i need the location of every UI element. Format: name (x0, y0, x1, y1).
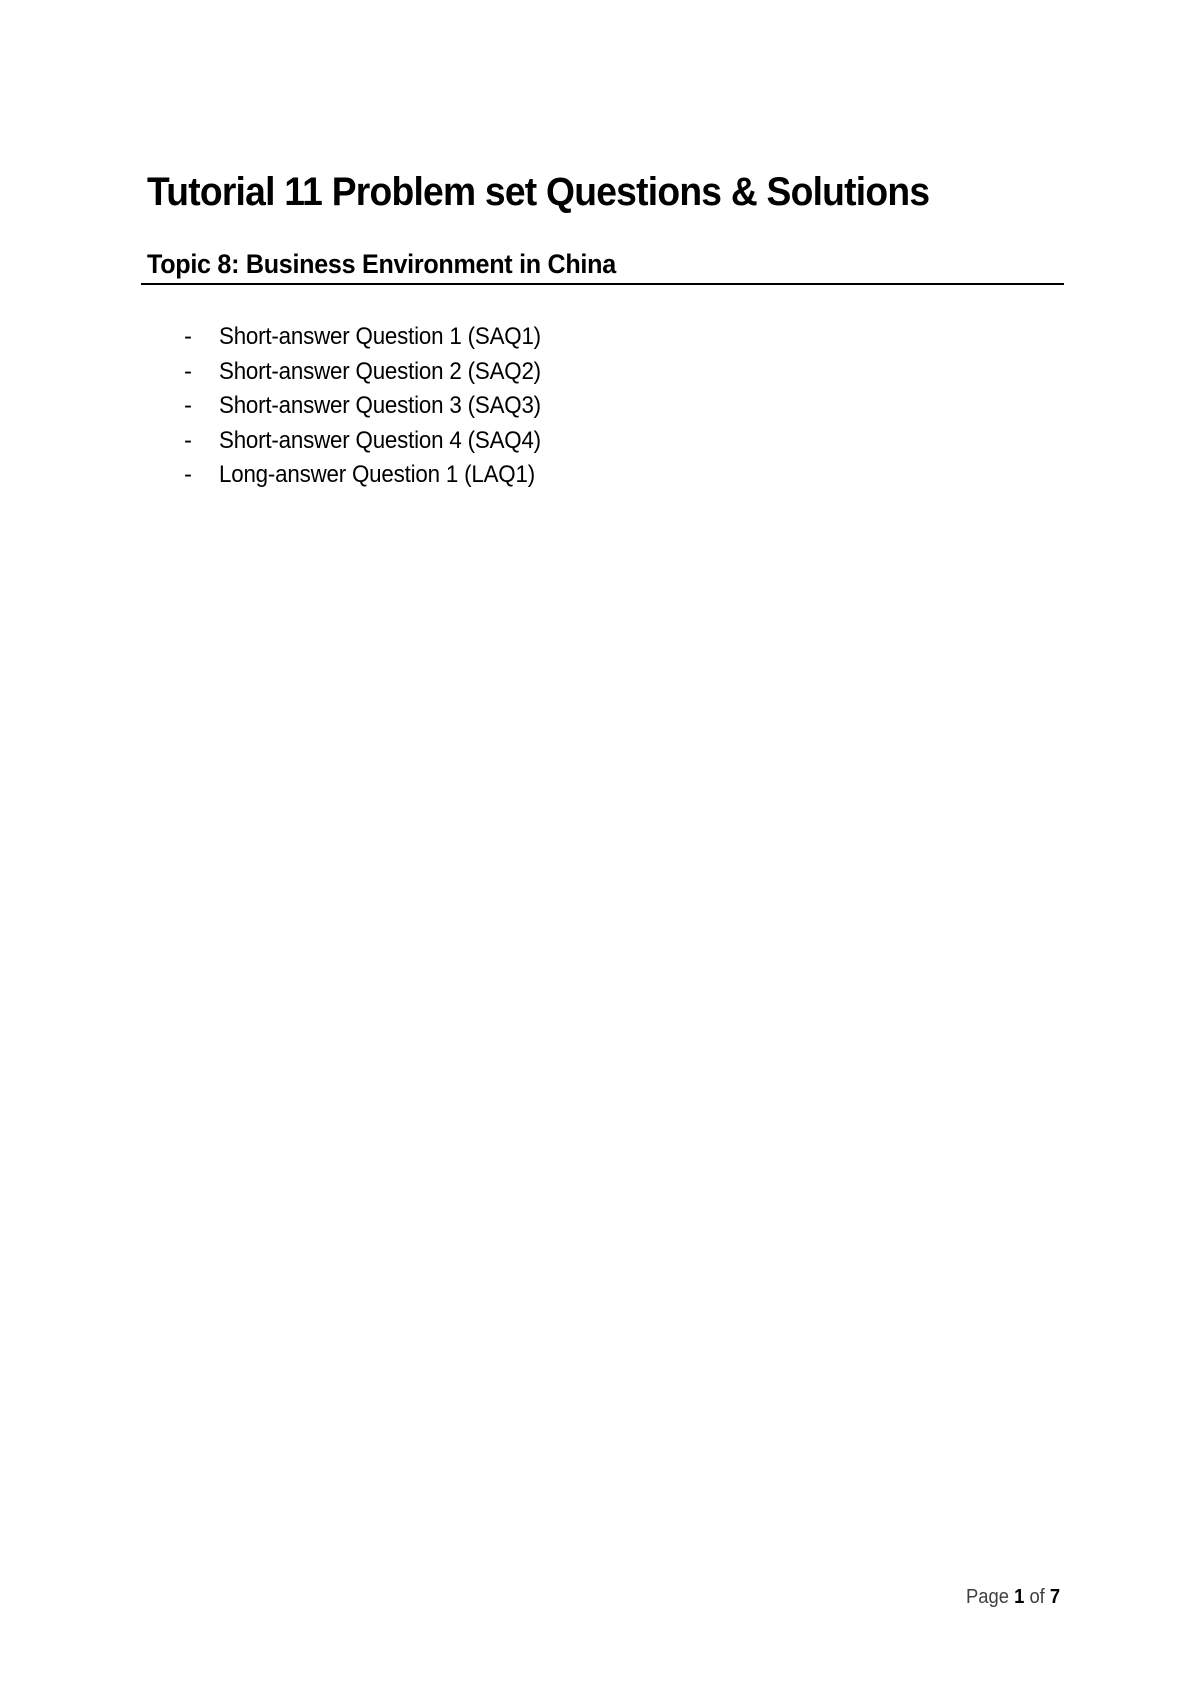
total-pages-number: 7 (1049, 1586, 1061, 1608)
dash-bullet: - (184, 426, 192, 454)
dash-bullet: - (184, 357, 192, 385)
current-page-number: 1 (1014, 1586, 1025, 1608)
list-item-text: Short-answer Question 2 (SAQ2) (219, 357, 541, 385)
list-item-text: Short-answer Question 4 (SAQ4) (219, 426, 541, 454)
list-item-text: Short-answer Question 1 (SAQ1) (219, 323, 541, 350)
of-label: of (1029, 1586, 1045, 1608)
topic-heading: Topic 8: Business Environment in China (147, 249, 616, 279)
document-title: Tutorial 11 Problem set Questions & Solutions (147, 170, 930, 214)
list-item-text: Long-answer Question 1 (LAQ1) (219, 461, 535, 488)
page-number-footer (966, 1586, 1060, 1609)
dash-bullet: - (184, 323, 192, 350)
dash-bullet: - (184, 461, 192, 488)
list-item-text: Short-answer Question 3 (SAQ3) (219, 392, 541, 419)
heading-underline (141, 283, 1064, 285)
dash-bullet: - (184, 392, 192, 419)
page-label: Page (966, 1586, 1009, 1608)
